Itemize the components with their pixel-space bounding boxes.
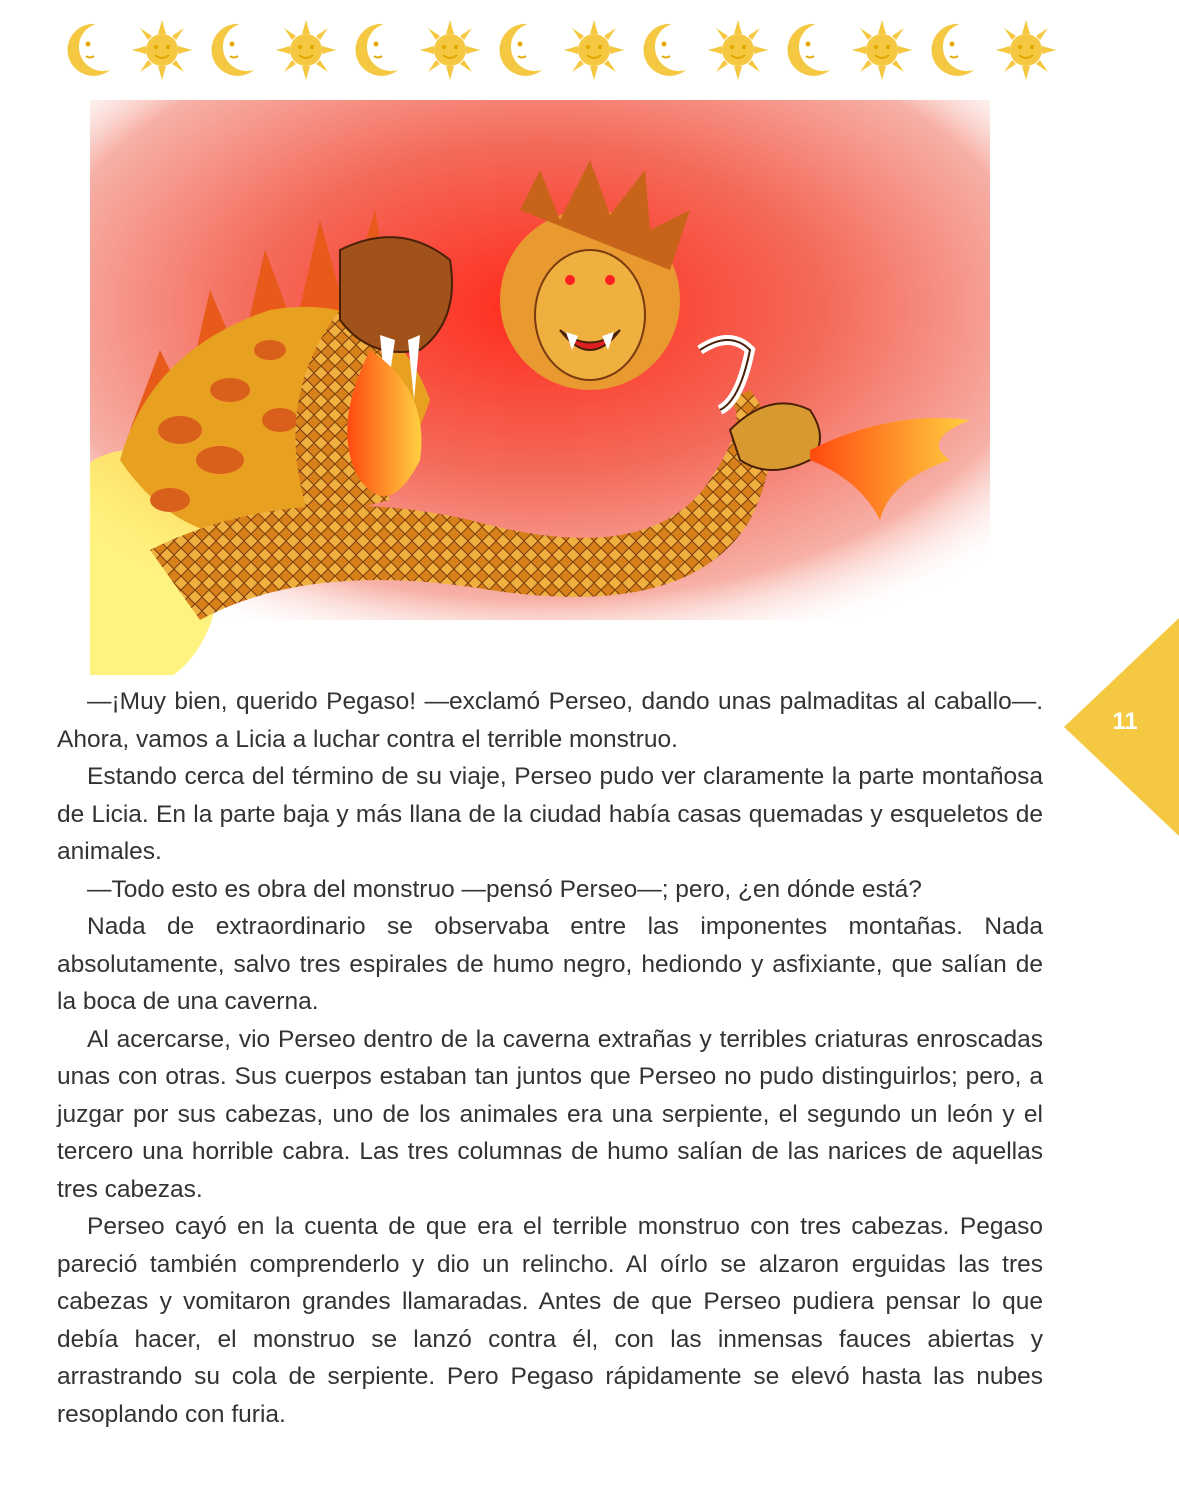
moon-icon: [58, 18, 122, 82]
sun-icon: [418, 18, 482, 82]
paragraph: Estando cerca del término de su viaje, Perseo pudo ver claramente la parte montañosa de Licia. En la parte baja y más llana de la ciudad había casas quemadas y esqueletos de animales.: [57, 763, 1043, 865]
paragraph: —¡Muy bien, querido Pegaso! —exclamó Perseo, dando unas palmaditas al caballo—. Ahora, vamos a Licia a luchar contra el terrible monstruo.: [57, 688, 1043, 753]
paragraph: Al acercarse, vio Perseo dentro de la caverna extrañas y terribles criaturas enroscadas unas con otras. Sus cuerpos estaban tan juntos que Perseo no pudo distinguirlos; pero, a juzgar por sus cabezas, uno de los animales era una serpiente, el segundo un león y el tercero una horrible cabra. Las tres columnas de humo salían de las narices de aquellas tres cabezas.: [57, 1025, 1043, 1203]
sun-icon: [274, 18, 338, 82]
paragraph: Nada de extraordinario se observaba entre las imponentes montañas. Nada absolutamente, salvo tres espirales de humo negro, hediondo y asfixiante, que salían de la boca de una caverna.: [57, 913, 1043, 1015]
story-text: [57, 683, 1043, 1433]
moon-icon: [922, 18, 986, 82]
moon-icon: [778, 18, 842, 82]
moon-icon: [490, 18, 554, 82]
sun-icon: [562, 18, 626, 82]
sun-icon: [130, 18, 194, 82]
decorative-border: [58, 14, 1058, 86]
dragon-chimera-illustration: [90, 100, 990, 675]
sun-icon: [994, 18, 1058, 82]
paragraph: —Todo esto es obra del monstruo —pensó Perseo—; pero, ¿en dónde está?: [87, 875, 922, 903]
moon-icon: [346, 18, 410, 82]
sun-icon: [706, 18, 770, 82]
sun-icon: [850, 18, 914, 82]
moon-icon: [634, 18, 698, 82]
moon-icon: [202, 18, 266, 82]
page-number: 11: [1112, 708, 1138, 735]
paragraph: Perseo cayó en la cuenta de que era el terrible monstruo con tres cabezas. Pegaso pareció también comprenderlo y dio un relincho. Al oírlo se alzaron erguidas las tres cabezas y vomitaron grandes llamaradas. Antes de que Perseo pudiera pensar lo que debía hacer, el monstruo se lanzó contra él, con las inmensas fauces abiertas y arrastrando su cola de serpiente. Pero Pegaso rápidamente se elevó hasta las nubes resoplando con furia.: [57, 1213, 1043, 1428]
